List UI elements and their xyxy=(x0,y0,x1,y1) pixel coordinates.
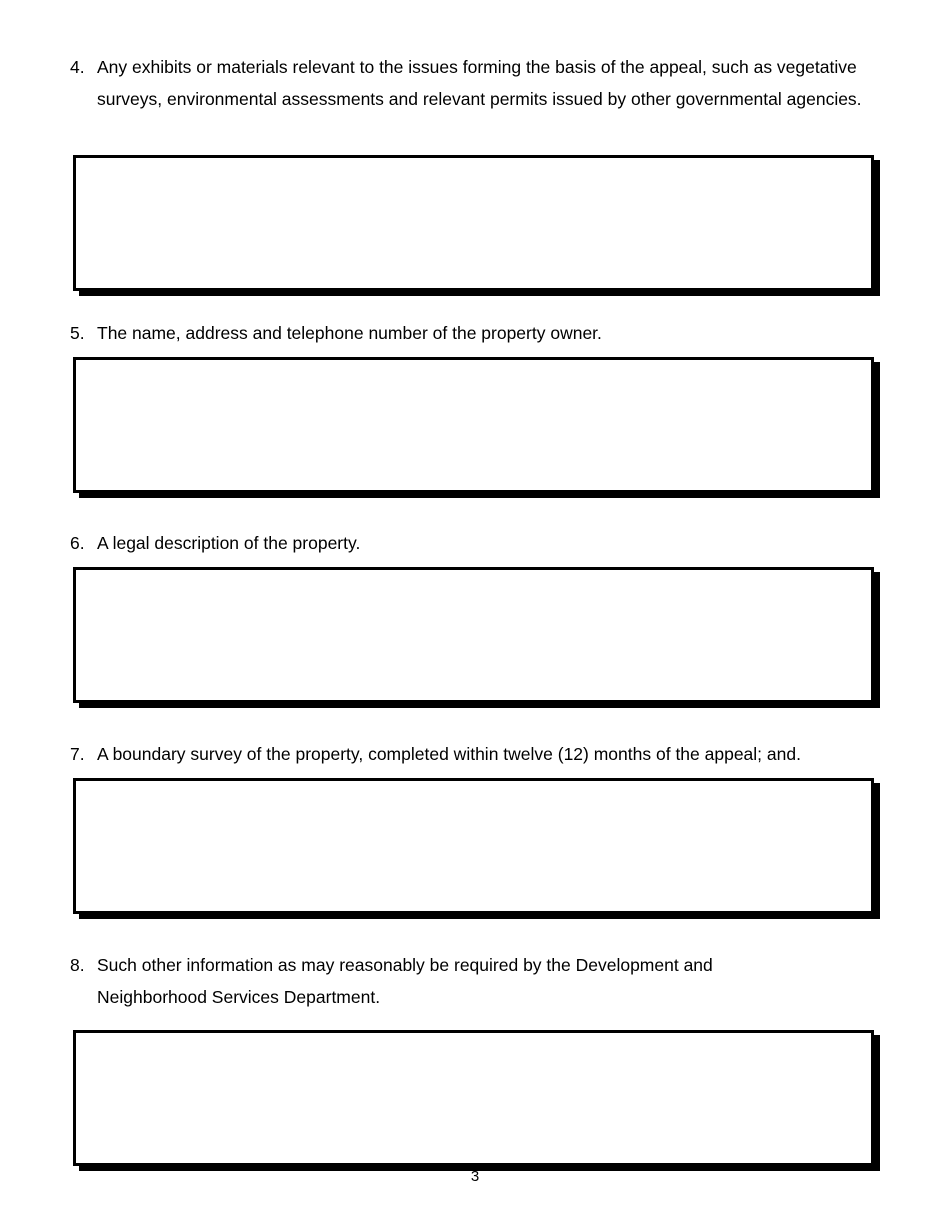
page-number: 3 xyxy=(470,1168,480,1185)
question-8 xyxy=(70,949,770,1013)
question-4 xyxy=(70,51,880,115)
question-7-text: A boundary survey of the property, completed within twelve (12) months of the appeal; and. xyxy=(97,744,801,764)
question-8-answer-box[interactable] xyxy=(73,1030,874,1166)
question-4-answer-box[interactable] xyxy=(73,155,874,291)
question-6-answer-box[interactable] xyxy=(73,567,874,703)
question-5 xyxy=(70,317,880,349)
question-7 xyxy=(70,738,900,770)
question-6-text: A legal description of the property. xyxy=(97,533,361,553)
question-4-text: Any exhibits or materials relevant to the issues forming the basis of the appeal, such as vegetative surveys, environmental assessments and relevant permits issued by other governmental agencies. xyxy=(97,57,862,109)
question-7-answer-box[interactable] xyxy=(73,778,874,914)
question-7-number: 7. xyxy=(70,744,85,764)
question-6-number: 6. xyxy=(70,533,85,553)
question-8-text: Such other information as may reasonably be required by the Development and Neighborhood Services Department. xyxy=(97,955,713,1007)
question-6 xyxy=(70,527,880,559)
question-4-number: 4. xyxy=(70,57,85,77)
question-5-text: The name, address and telephone number of the property owner. xyxy=(97,323,602,343)
question-5-number: 5. xyxy=(70,323,85,343)
question-8-number: 8. xyxy=(70,955,85,975)
question-5-answer-box[interactable] xyxy=(73,357,874,493)
